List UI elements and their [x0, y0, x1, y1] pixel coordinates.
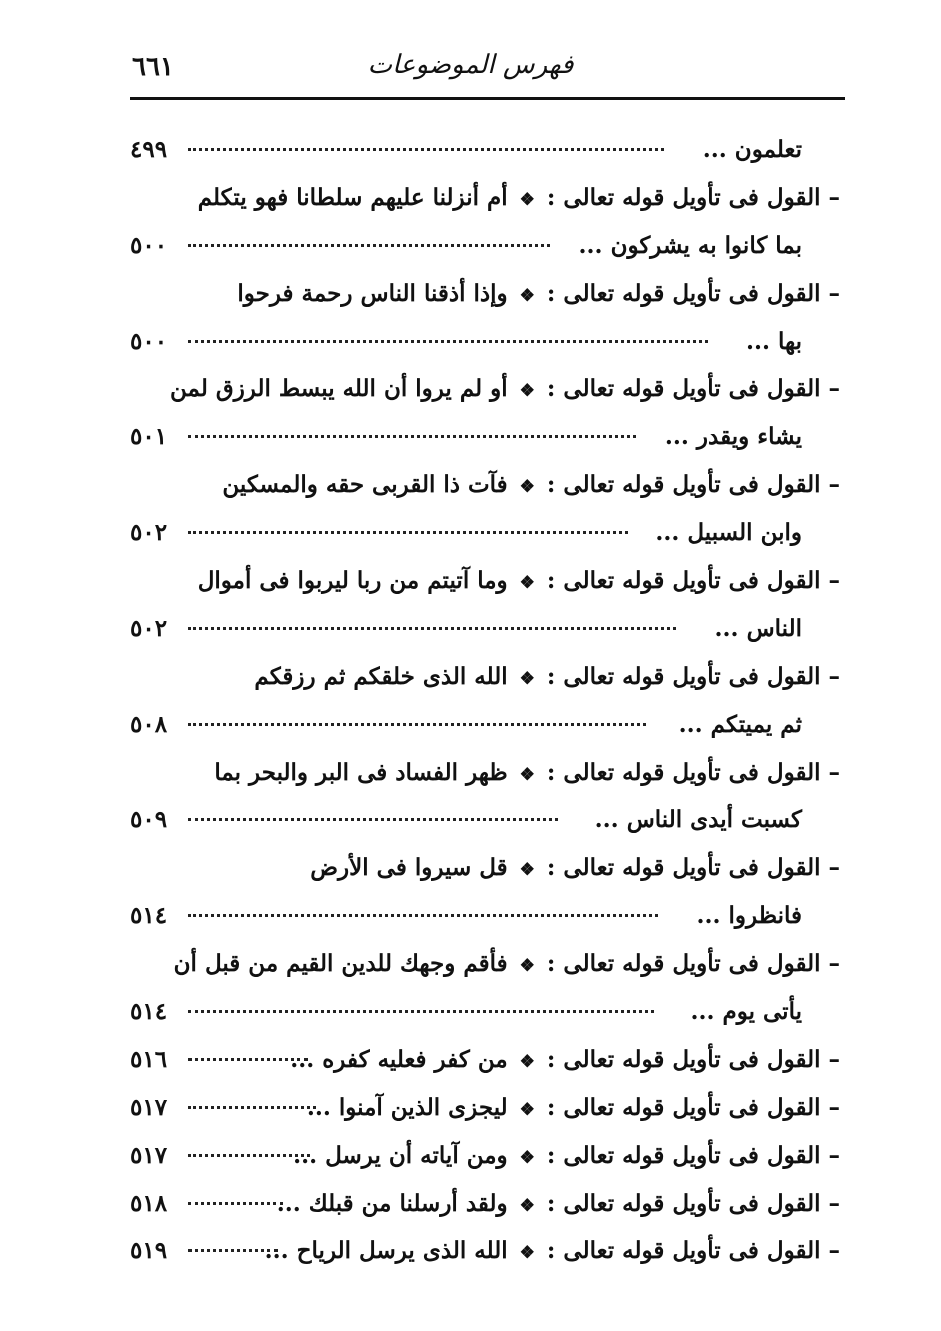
toc-entry-text: الناس ...: [714, 614, 802, 642]
toc-entry-text: – القول فى تأويل قوله تعالى : ❖ وإذا أذقنا الناس رحمة فرحوا: [237, 279, 840, 307]
toc-entry-text: – القول فى تأويل قوله تعالى : ❖ وما آتيتم من ربا ليربوا فى أموال: [197, 567, 840, 595]
leader-dots: [188, 1154, 310, 1157]
leader-dots: [188, 340, 708, 343]
toc-page-number: ٥٠٢: [130, 519, 168, 547]
quran-bracket-ornament-icon: ❖: [519, 381, 535, 402]
leader-dots: [188, 1058, 308, 1061]
quran-bracket-ornament-icon: ❖: [519, 1243, 535, 1264]
toc-entry-text: – القول فى تأويل قوله تعالى : ❖ قل سيروا فى الأرض: [310, 854, 840, 882]
toc-line: [130, 1036, 840, 1084]
toc-entry-text: بها ...: [745, 327, 802, 355]
toc-line: [130, 796, 840, 844]
page-number: ٦٦١: [132, 52, 174, 82]
quran-bracket-ornament-icon: ❖: [519, 1051, 535, 1072]
toc-line: [130, 509, 840, 557]
toc-entry-text: – القول فى تأويل قوله تعالى : ❖ أو لم يروا أن الله يبسط الرزق لمن: [170, 375, 840, 403]
quran-bracket-ornament-icon: ❖: [519, 189, 535, 210]
toc-entry-text: – القول فى تأويل قوله تعالى : ❖ ومن آياته أن يرسل ...: [293, 1141, 840, 1169]
toc-page-number: ٥٠٨: [130, 710, 168, 738]
toc-entry-text: – القول فى تأويل قوله تعالى : ❖ من كفر فعليه كفره ...: [290, 1045, 840, 1073]
toc-entry-text: – القول فى تأويل قوله تعالى : ❖ ليجزى الذين آمنوا ...: [306, 1093, 840, 1121]
toc-line: [130, 222, 840, 270]
table-of-contents: [130, 126, 840, 1276]
quran-bracket-ornament-icon: ❖: [519, 668, 535, 689]
toc-entry-text: تعلمون ...: [702, 136, 802, 163]
toc-line: [130, 701, 840, 749]
toc-line: [130, 988, 840, 1036]
toc-page-number: ٥١٧: [130, 1141, 168, 1169]
toc-page-number: ٤٩٩: [130, 136, 168, 163]
toc-entry-text: ثم يميتكم ...: [678, 710, 802, 738]
toc-line: [130, 653, 840, 701]
quran-bracket-ornament-icon: ❖: [519, 573, 535, 594]
toc-page-number: ٥١٤: [130, 998, 168, 1026]
quran-bracket-ornament-icon: ❖: [519, 477, 535, 498]
toc-page-number: ٥٠٠: [130, 327, 168, 355]
toc-entry-text: يشاء ويقدر ...: [664, 423, 802, 451]
toc-line: [130, 940, 840, 988]
toc-page-number: ٥١٤: [130, 902, 168, 930]
leader-dots: [188, 244, 550, 247]
toc-entry-text: يأتى يوم ...: [690, 998, 802, 1026]
toc-line: [130, 844, 840, 892]
quran-bracket-ornament-icon: ❖: [519, 764, 535, 785]
leader-dots: [188, 435, 636, 438]
quran-bracket-ornament-icon: ❖: [519, 956, 535, 977]
toc-entry-text: بما كانوا به يشركون ...: [578, 231, 802, 259]
header-rule: [130, 97, 845, 100]
toc-page-number: ٥١٦: [130, 1045, 168, 1073]
toc-entry-text: كسبت أيدى الناس ...: [594, 806, 802, 834]
toc-line: [130, 892, 840, 940]
toc-line: [130, 557, 840, 605]
leader-dots: [188, 148, 664, 151]
running-title: فهرس الموضوعات: [367, 50, 574, 80]
toc-line: [130, 1132, 840, 1180]
toc-entry-text: – القول فى تأويل قوله تعالى : ❖ فآت ذا القربى حقه والمسكين: [222, 471, 840, 499]
toc-entry-text: – القول فى تأويل قوله تعالى : ❖ فأقم وجهك للدين القيم من قبل أن: [173, 950, 840, 978]
toc-entry-text: وابن السبيل ...: [655, 519, 802, 547]
leader-dots: [188, 914, 658, 917]
toc-line: [130, 461, 840, 509]
leader-dots: [188, 1106, 316, 1109]
leader-dots: [188, 1249, 278, 1252]
toc-entry-text: – القول فى تأويل قوله تعالى : ❖ أم أنزلنا عليهم سلطانا فهو يتكلم: [197, 183, 840, 211]
toc-page-number: ٥٠٠: [130, 231, 168, 259]
toc-line: [130, 126, 840, 174]
leader-dots: [188, 531, 628, 534]
toc-page-number: ٥١٧: [130, 1093, 168, 1121]
quran-bracket-ornament-icon: ❖: [519, 285, 535, 306]
leader-dots: [188, 818, 558, 821]
quran-bracket-ornament-icon: ❖: [519, 1195, 535, 1216]
toc-entry-text: – القول فى تأويل قوله تعالى : ❖ ولقد أرسلنا من قبلك ...: [276, 1189, 840, 1217]
leader-dots: [188, 1010, 654, 1013]
toc-entry-text: فانظروا ...: [696, 902, 802, 930]
toc-entry-text: – القول فى تأويل قوله تعالى : ❖ ظهر الفساد فى البر والبحر بما: [214, 758, 840, 786]
toc-line: [130, 1180, 840, 1228]
toc-page-number: ٥٠١: [130, 423, 168, 451]
quran-bracket-ornament-icon: ❖: [519, 1147, 535, 1168]
toc-page-number: ٥٠٢: [130, 614, 168, 642]
quran-bracket-ornament-icon: ❖: [519, 860, 535, 881]
toc-line: [130, 1227, 840, 1275]
toc-line: [130, 605, 840, 653]
toc-page-number: ٥١٨: [130, 1189, 168, 1217]
toc-entry-text: – القول فى تأويل قوله تعالى : ❖ الله الذى خلقكم ثم رزقكم: [254, 662, 840, 690]
leader-dots: [188, 627, 676, 630]
toc-line: [130, 270, 840, 318]
leader-dots: [188, 723, 646, 726]
toc-line: [130, 174, 840, 222]
toc-entry-text: – القول فى تأويل قوله تعالى : ❖ الله الذى يرسل الرياح ...: [264, 1237, 840, 1265]
toc-page-number: ٥١٩: [130, 1237, 168, 1265]
leader-dots: [188, 1202, 283, 1205]
toc-line: [130, 749, 840, 797]
toc-line: [130, 1084, 840, 1132]
toc-line: [130, 318, 840, 366]
quran-bracket-ornament-icon: ❖: [519, 1099, 535, 1120]
toc-page-number: ٥٠٩: [130, 806, 168, 834]
toc-line: [130, 365, 840, 413]
toc-line: [130, 413, 840, 461]
